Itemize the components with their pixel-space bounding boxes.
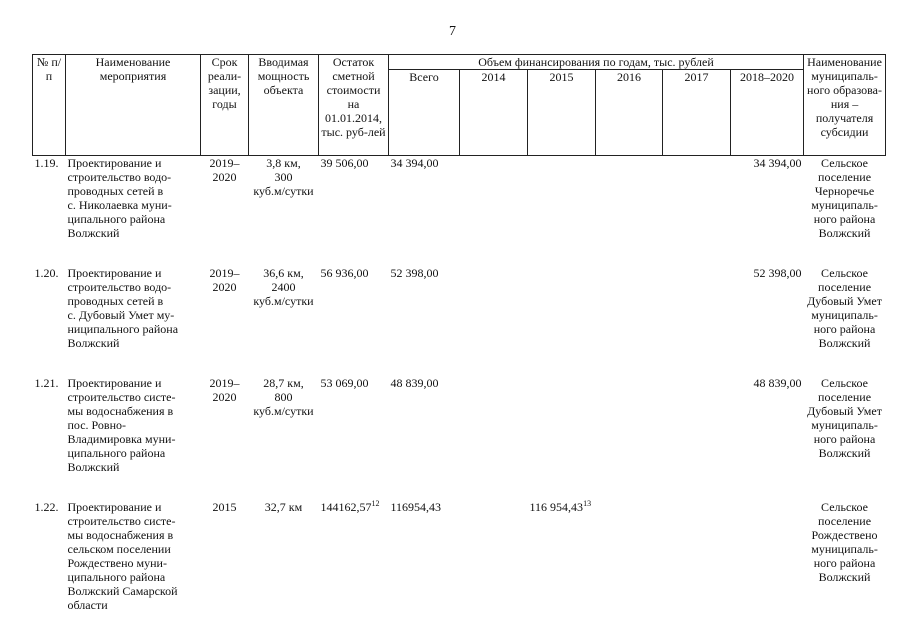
row-name-line: с. Николаевка муни- bbox=[67, 198, 172, 212]
row-number-value: 1.20. bbox=[34, 266, 59, 280]
row-2015 bbox=[528, 500, 596, 612]
row-remainder-value: 144162,57 bbox=[320, 500, 372, 514]
row-name-line: ципального района bbox=[67, 570, 166, 584]
row-2015 bbox=[528, 156, 596, 241]
row-recipient-line: ного района bbox=[813, 432, 876, 446]
row-2016 bbox=[596, 500, 663, 612]
row-number-value: 1.21. bbox=[34, 376, 59, 390]
header-year: 2018–2020 bbox=[731, 70, 804, 156]
header-year: 2015 bbox=[528, 70, 596, 156]
row-name-line: области bbox=[67, 598, 108, 612]
row-total bbox=[389, 376, 460, 474]
row-name-line: Проектирование и bbox=[67, 266, 162, 280]
row-name bbox=[66, 376, 201, 474]
row-number-value: 1.22. bbox=[34, 500, 59, 514]
row-name-line: Волжский bbox=[67, 460, 120, 474]
row-2018-2020 bbox=[731, 266, 804, 350]
row-term-line: 2019– bbox=[209, 266, 240, 280]
row-name-line: проводных сетей в bbox=[67, 184, 164, 198]
row-recipient-line: Дубовый Умет bbox=[807, 294, 882, 308]
row-capacity bbox=[249, 266, 319, 350]
row-term bbox=[201, 500, 249, 612]
row-2015-value: 116 954,43 bbox=[529, 500, 584, 514]
row-2014 bbox=[460, 376, 528, 474]
row-name-line: пос. Ровно- bbox=[67, 418, 127, 432]
row-recipient-line: Волжский bbox=[818, 446, 871, 460]
row-recipient-line: поселение bbox=[818, 390, 872, 404]
row-total bbox=[389, 500, 460, 612]
row-capacity-line: 3,8 км, bbox=[266, 156, 301, 170]
row-spacer-cell bbox=[33, 240, 886, 266]
row-spacer bbox=[33, 474, 886, 500]
row-term bbox=[201, 376, 249, 474]
row-name-line: строительство водо- bbox=[67, 170, 172, 184]
row-capacity-line: 300 bbox=[274, 170, 293, 184]
row-2018-2020 bbox=[731, 376, 804, 474]
row-name-line: Проектирование и bbox=[67, 500, 162, 514]
row-2018-2020-value: 48 839,00 bbox=[753, 376, 802, 390]
row-recipient-line: муниципаль- bbox=[811, 542, 878, 556]
row-spacer bbox=[33, 240, 886, 266]
row-recipient-line: поселение bbox=[818, 280, 872, 294]
row-name-line: Проектирование и bbox=[67, 156, 162, 170]
row-recipient-line: Черноречье bbox=[814, 184, 875, 198]
row-term-line: 2019– bbox=[209, 156, 240, 170]
row-remainder-value: 53 069,00 bbox=[320, 376, 369, 390]
row-capacity-line: куб.м/сутки bbox=[253, 294, 314, 308]
row-number bbox=[33, 500, 66, 612]
row-2015 bbox=[528, 376, 596, 474]
row-remainder bbox=[319, 376, 389, 474]
row-term bbox=[201, 156, 249, 241]
row-remainder bbox=[319, 156, 389, 241]
row-total bbox=[389, 156, 460, 241]
header-capacity: Вводимая мощность объекта bbox=[249, 55, 319, 156]
row-2018-2020-value: 34 394,00 bbox=[753, 156, 802, 170]
row-2017 bbox=[663, 266, 731, 350]
row-total-value: 52 398,00 bbox=[390, 266, 439, 280]
row-recipient-line: поселение bbox=[818, 170, 872, 184]
table-row bbox=[33, 266, 886, 350]
row-recipient-line: Рождествено bbox=[811, 528, 878, 542]
header-name: Наименование мероприятия bbox=[66, 55, 201, 156]
row-2014 bbox=[460, 156, 528, 241]
row-term-line: 2020 bbox=[212, 170, 237, 184]
row-2018-2020-value: 52 398,00 bbox=[753, 266, 802, 280]
page-number: 7 bbox=[449, 24, 456, 39]
row-name-line: мы водоснабжения в bbox=[67, 404, 174, 418]
row-total-value: 116954,43 bbox=[390, 500, 442, 514]
row-2016 bbox=[596, 156, 663, 241]
row-name-line: сельском поселении bbox=[67, 542, 171, 556]
row-name-line: Волжский bbox=[67, 336, 120, 350]
row-name-line: Проектирование и bbox=[67, 376, 162, 390]
table-row bbox=[33, 500, 886, 612]
row-2014 bbox=[460, 500, 528, 612]
header-num: № п/п bbox=[33, 55, 66, 156]
row-recipient-line: Волжский bbox=[818, 226, 871, 240]
row-term-line: 2020 bbox=[212, 390, 237, 404]
row-2016 bbox=[596, 376, 663, 474]
row-spacer bbox=[33, 350, 886, 376]
row-name-line: строительство водо- bbox=[67, 280, 172, 294]
row-number bbox=[33, 156, 66, 241]
row-capacity-line: 28,7 км, bbox=[263, 376, 304, 390]
row-number bbox=[33, 376, 66, 474]
row-2015 bbox=[528, 266, 596, 350]
row-2017 bbox=[663, 376, 731, 474]
row-recipient-line: поселение bbox=[818, 514, 872, 528]
row-capacity-line: куб.м/сутки bbox=[253, 184, 314, 198]
row-total-value: 48 839,00 bbox=[390, 376, 439, 390]
financing-table bbox=[32, 54, 886, 612]
row-recipient-line: Волжский bbox=[818, 336, 871, 350]
row-recipient bbox=[804, 500, 886, 612]
row-name bbox=[66, 500, 201, 612]
header-year: 2014 bbox=[460, 70, 528, 156]
row-remainder bbox=[319, 500, 389, 612]
row-name bbox=[66, 266, 201, 350]
row-remainder bbox=[319, 266, 389, 350]
row-name bbox=[66, 156, 201, 241]
row-recipient-line: ного района bbox=[813, 556, 876, 570]
row-term-line: 2015 bbox=[212, 500, 237, 514]
row-remainder-value: 39 506,00 bbox=[320, 156, 369, 170]
row-recipient bbox=[804, 266, 886, 350]
row-total-value: 34 394,00 bbox=[390, 156, 439, 170]
row-name-line: Волжский Самарской bbox=[67, 584, 178, 598]
row-recipient-line: Сельское bbox=[821, 500, 869, 514]
row-capacity-line: 2400 bbox=[271, 280, 296, 294]
row-capacity-line: 36,6 км, bbox=[263, 266, 304, 280]
row-remainder-value: 56 936,00 bbox=[320, 266, 369, 280]
row-recipient-line: муниципаль- bbox=[811, 308, 878, 322]
row-spacer-cell bbox=[33, 474, 886, 500]
row-2016 bbox=[596, 266, 663, 350]
header-recipient: Наименование муниципаль-ного образова-ния – получателя субсидии bbox=[804, 55, 886, 156]
row-capacity bbox=[249, 376, 319, 474]
header-year: Всего bbox=[389, 70, 460, 156]
row-number bbox=[33, 266, 66, 350]
row-2017 bbox=[663, 156, 731, 241]
row-2014 bbox=[460, 266, 528, 350]
header-term: Срок реали-зации, годы bbox=[201, 55, 249, 156]
row-recipient-line: Сельское bbox=[821, 156, 869, 170]
row-name-line: строительство систе- bbox=[67, 390, 176, 404]
header-year: 2016 bbox=[596, 70, 663, 156]
row-recipient-line: муниципаль- bbox=[811, 198, 878, 212]
row-name-line: ципального района bbox=[67, 446, 166, 460]
row-recipient-line: Сельское bbox=[821, 376, 869, 390]
row-term-line: 2020 bbox=[212, 280, 237, 294]
table-row bbox=[33, 156, 886, 241]
row-name-line: мы водоснабжения в bbox=[67, 528, 174, 542]
row-term bbox=[201, 266, 249, 350]
header-financing: Объем финансирования по годам, тыс. рублей bbox=[389, 55, 804, 70]
row-name-line: строительство систе- bbox=[67, 514, 176, 528]
row-number-value: 1.19. bbox=[34, 156, 59, 170]
row-recipient-line: ного района bbox=[813, 212, 876, 226]
row-spacer-cell bbox=[33, 350, 886, 376]
row-capacity bbox=[249, 500, 319, 612]
row-capacity-line: куб.м/сутки bbox=[253, 404, 314, 418]
row-2018-2020 bbox=[731, 156, 804, 241]
row-recipient-line: Сельское bbox=[821, 266, 869, 280]
row-name-line: с. Дубовый Умет му- bbox=[67, 308, 175, 322]
row-name-line: Владимировка муни- bbox=[67, 432, 176, 446]
footnote-ref: 12 bbox=[371, 499, 380, 508]
row-recipient-line: ного района bbox=[813, 322, 876, 336]
header-year: 2017 bbox=[663, 70, 731, 156]
table-row bbox=[33, 376, 886, 474]
row-capacity-line: 32,7 км bbox=[264, 500, 303, 514]
row-name-line: проводных сетей в bbox=[67, 294, 164, 308]
row-name-line: ниципального района bbox=[67, 322, 179, 336]
row-recipient-line: Волжский bbox=[818, 570, 871, 584]
row-recipient-line: муниципаль- bbox=[811, 418, 878, 432]
footnote-ref: 13 bbox=[583, 499, 592, 508]
row-recipient bbox=[804, 376, 886, 474]
row-term-line: 2019– bbox=[209, 376, 240, 390]
row-name-line: ципального района bbox=[67, 212, 166, 226]
row-name-line: Рождествено муни- bbox=[67, 556, 167, 570]
row-capacity-line: 800 bbox=[274, 390, 293, 404]
row-recipient bbox=[804, 156, 886, 241]
row-name-line: Волжский bbox=[67, 226, 120, 240]
row-recipient-line: Дубовый Умет bbox=[807, 404, 882, 418]
row-2018-2020 bbox=[731, 500, 804, 612]
row-total bbox=[389, 266, 460, 350]
row-capacity bbox=[249, 156, 319, 241]
row-2017 bbox=[663, 500, 731, 612]
header-remainder: Остаток сметной стоимости на 01.01.2014, тыс. руб-лей bbox=[319, 55, 389, 156]
